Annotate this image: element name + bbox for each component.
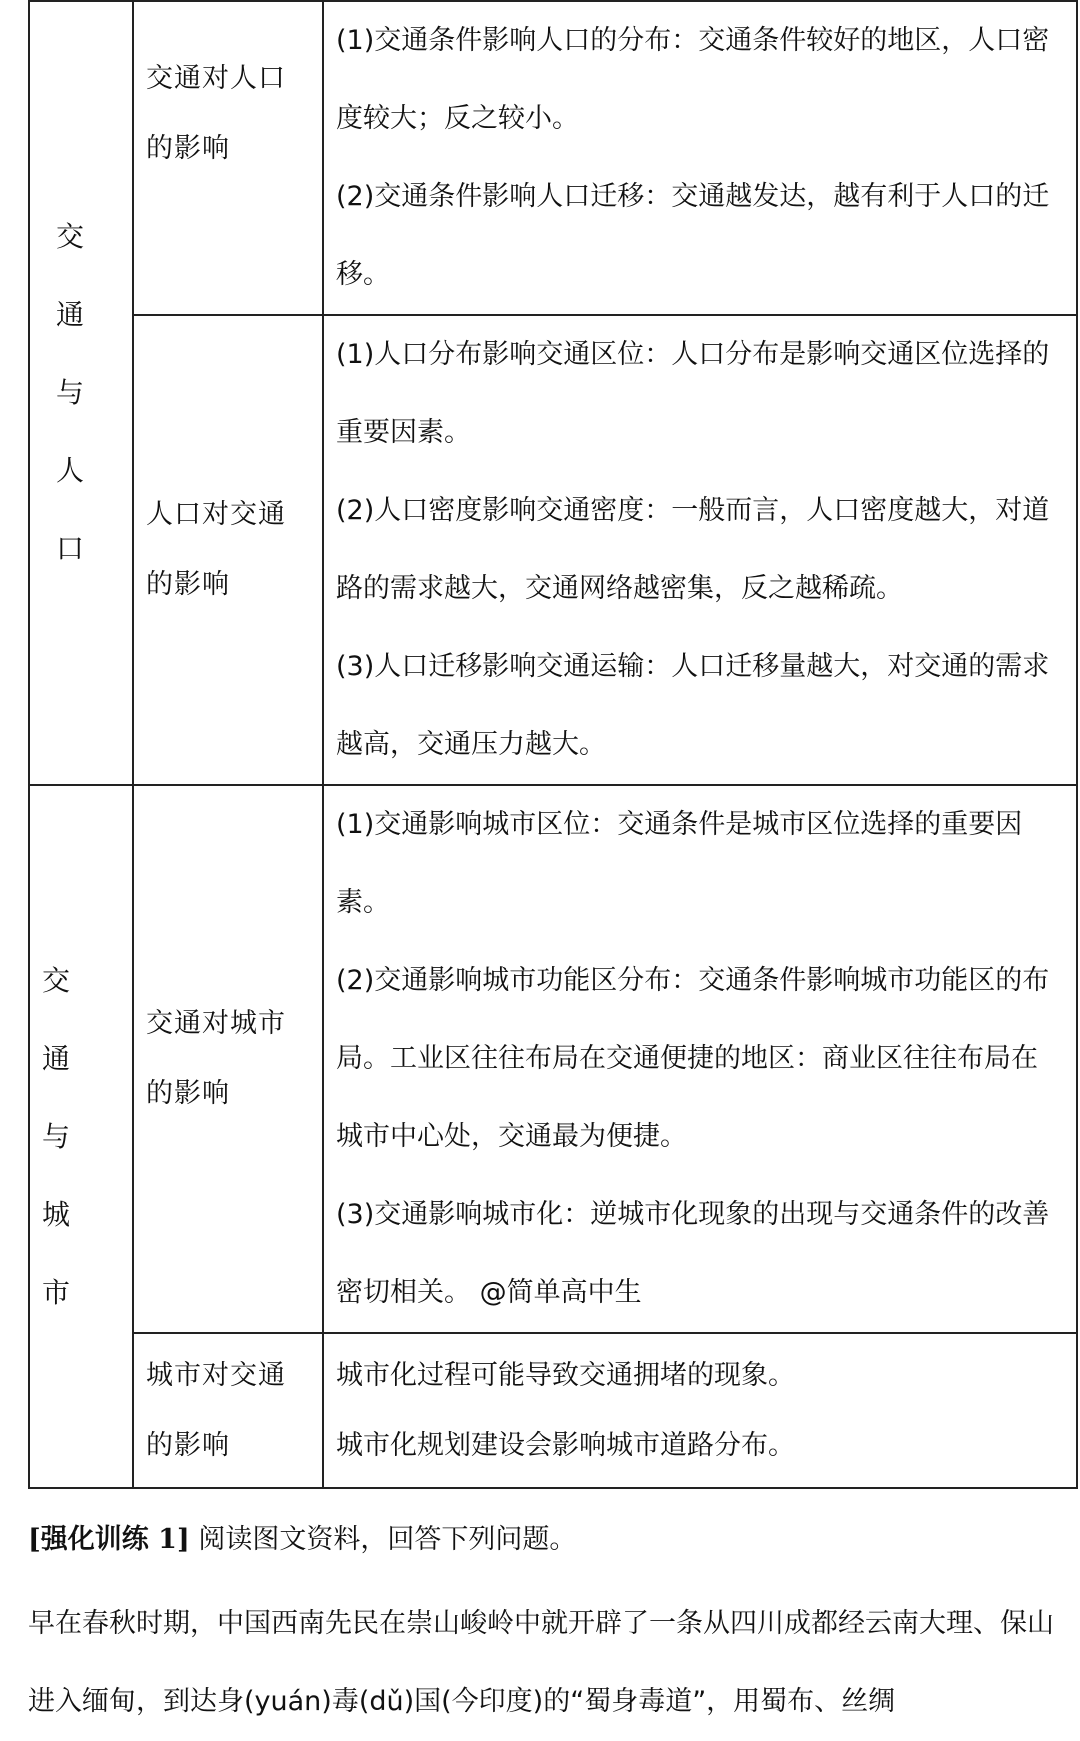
category-char: 与: [56, 376, 85, 409]
content-line: 城市化规划建设会影响城市道路分布。: [336, 1429, 795, 1461]
training-heading: [28, 1520, 1068, 1560]
content-cell: [323, 1, 1077, 315]
content-line: 城市化过程可能导致交通拥堵的现象。: [336, 1359, 795, 1391]
content-line: (1)人口分布影响交通区位：人口分布是影响交通区位选择的重要因素。: [336, 339, 1050, 448]
content-cell: [323, 315, 1077, 785]
category-char: 城: [42, 1197, 71, 1231]
subcategory-label: 交通对城市的影响: [133, 785, 323, 1333]
category-char: 人: [56, 454, 85, 487]
content-line: (3)人口迁移影响交通运输：人口迁移量越大，对交通的需求越高，交通压力越大。: [336, 651, 1050, 760]
category-char: 口: [56, 532, 85, 565]
training-tag: [强化训练 1]: [28, 1524, 190, 1555]
table-row: [29, 315, 1077, 785]
content-line: (2)人口密度影响交通密度：一般而言，人口密度越大，对道路的需求越大，交通网络越密集，反之越稀疏。: [336, 495, 1050, 604]
content-cell: [323, 785, 1077, 1333]
category-char: 通: [56, 298, 85, 331]
category-char: 市: [42, 1275, 71, 1309]
category-char: 交: [42, 963, 71, 997]
category-cell-transport-population: [29, 1, 133, 785]
subcategory-label: 交通对人口的影响: [133, 1, 323, 315]
content-line: (2)交通条件影响人口迁移：交通越发达，越有利于人口的迁移。: [336, 181, 1050, 290]
category-cell-transport-city: [29, 785, 133, 1488]
content-line: (1)交通条件影响人口的分布：交通条件较好的地区，人口密度较大；反之较小。: [336, 25, 1050, 134]
content-line: (2)交通影响城市功能区分布：交通条件影响城市功能区的布局。工业区往往布局在交通便捷的地区：商业区往往布局在城市中心处，交通最为便捷。: [336, 965, 1050, 1152]
table-row: [29, 1333, 1077, 1488]
content-cell: [323, 1333, 1077, 1488]
table-row: [29, 785, 1077, 1333]
passage-text: 早在春秋时期，中国西南先民在崇山峻岭中就开辟了一条从四川成都经云南大理、保山进入缅甸，到达身(yuán)毒(dǔ)国(今印度)的“蜀身毒道”，用蜀布、丝绸: [28, 1608, 1054, 1717]
content-line: (1)交通影响城市区位：交通条件是城市区位选择的重要因素。: [336, 809, 1023, 918]
training-instruction: 阅读图文资料，回答下列问题。: [198, 1524, 577, 1555]
table-row: [29, 1, 1077, 315]
subcategory-label: 城市对交通的影响: [133, 1333, 323, 1488]
category-char: 交: [56, 220, 85, 253]
subcategory-label: 人口对交通的影响: [133, 315, 323, 785]
reading-passage: [28, 1585, 1073, 1741]
knowledge-table: [28, 0, 1078, 1489]
category-char: 通: [42, 1041, 71, 1075]
content-line: (3)交通影响城市化：逆城市化现象的出现与交通条件的改善密切相关。 @简单高中生: [336, 1199, 1050, 1308]
category-char: 与: [42, 1119, 71, 1153]
